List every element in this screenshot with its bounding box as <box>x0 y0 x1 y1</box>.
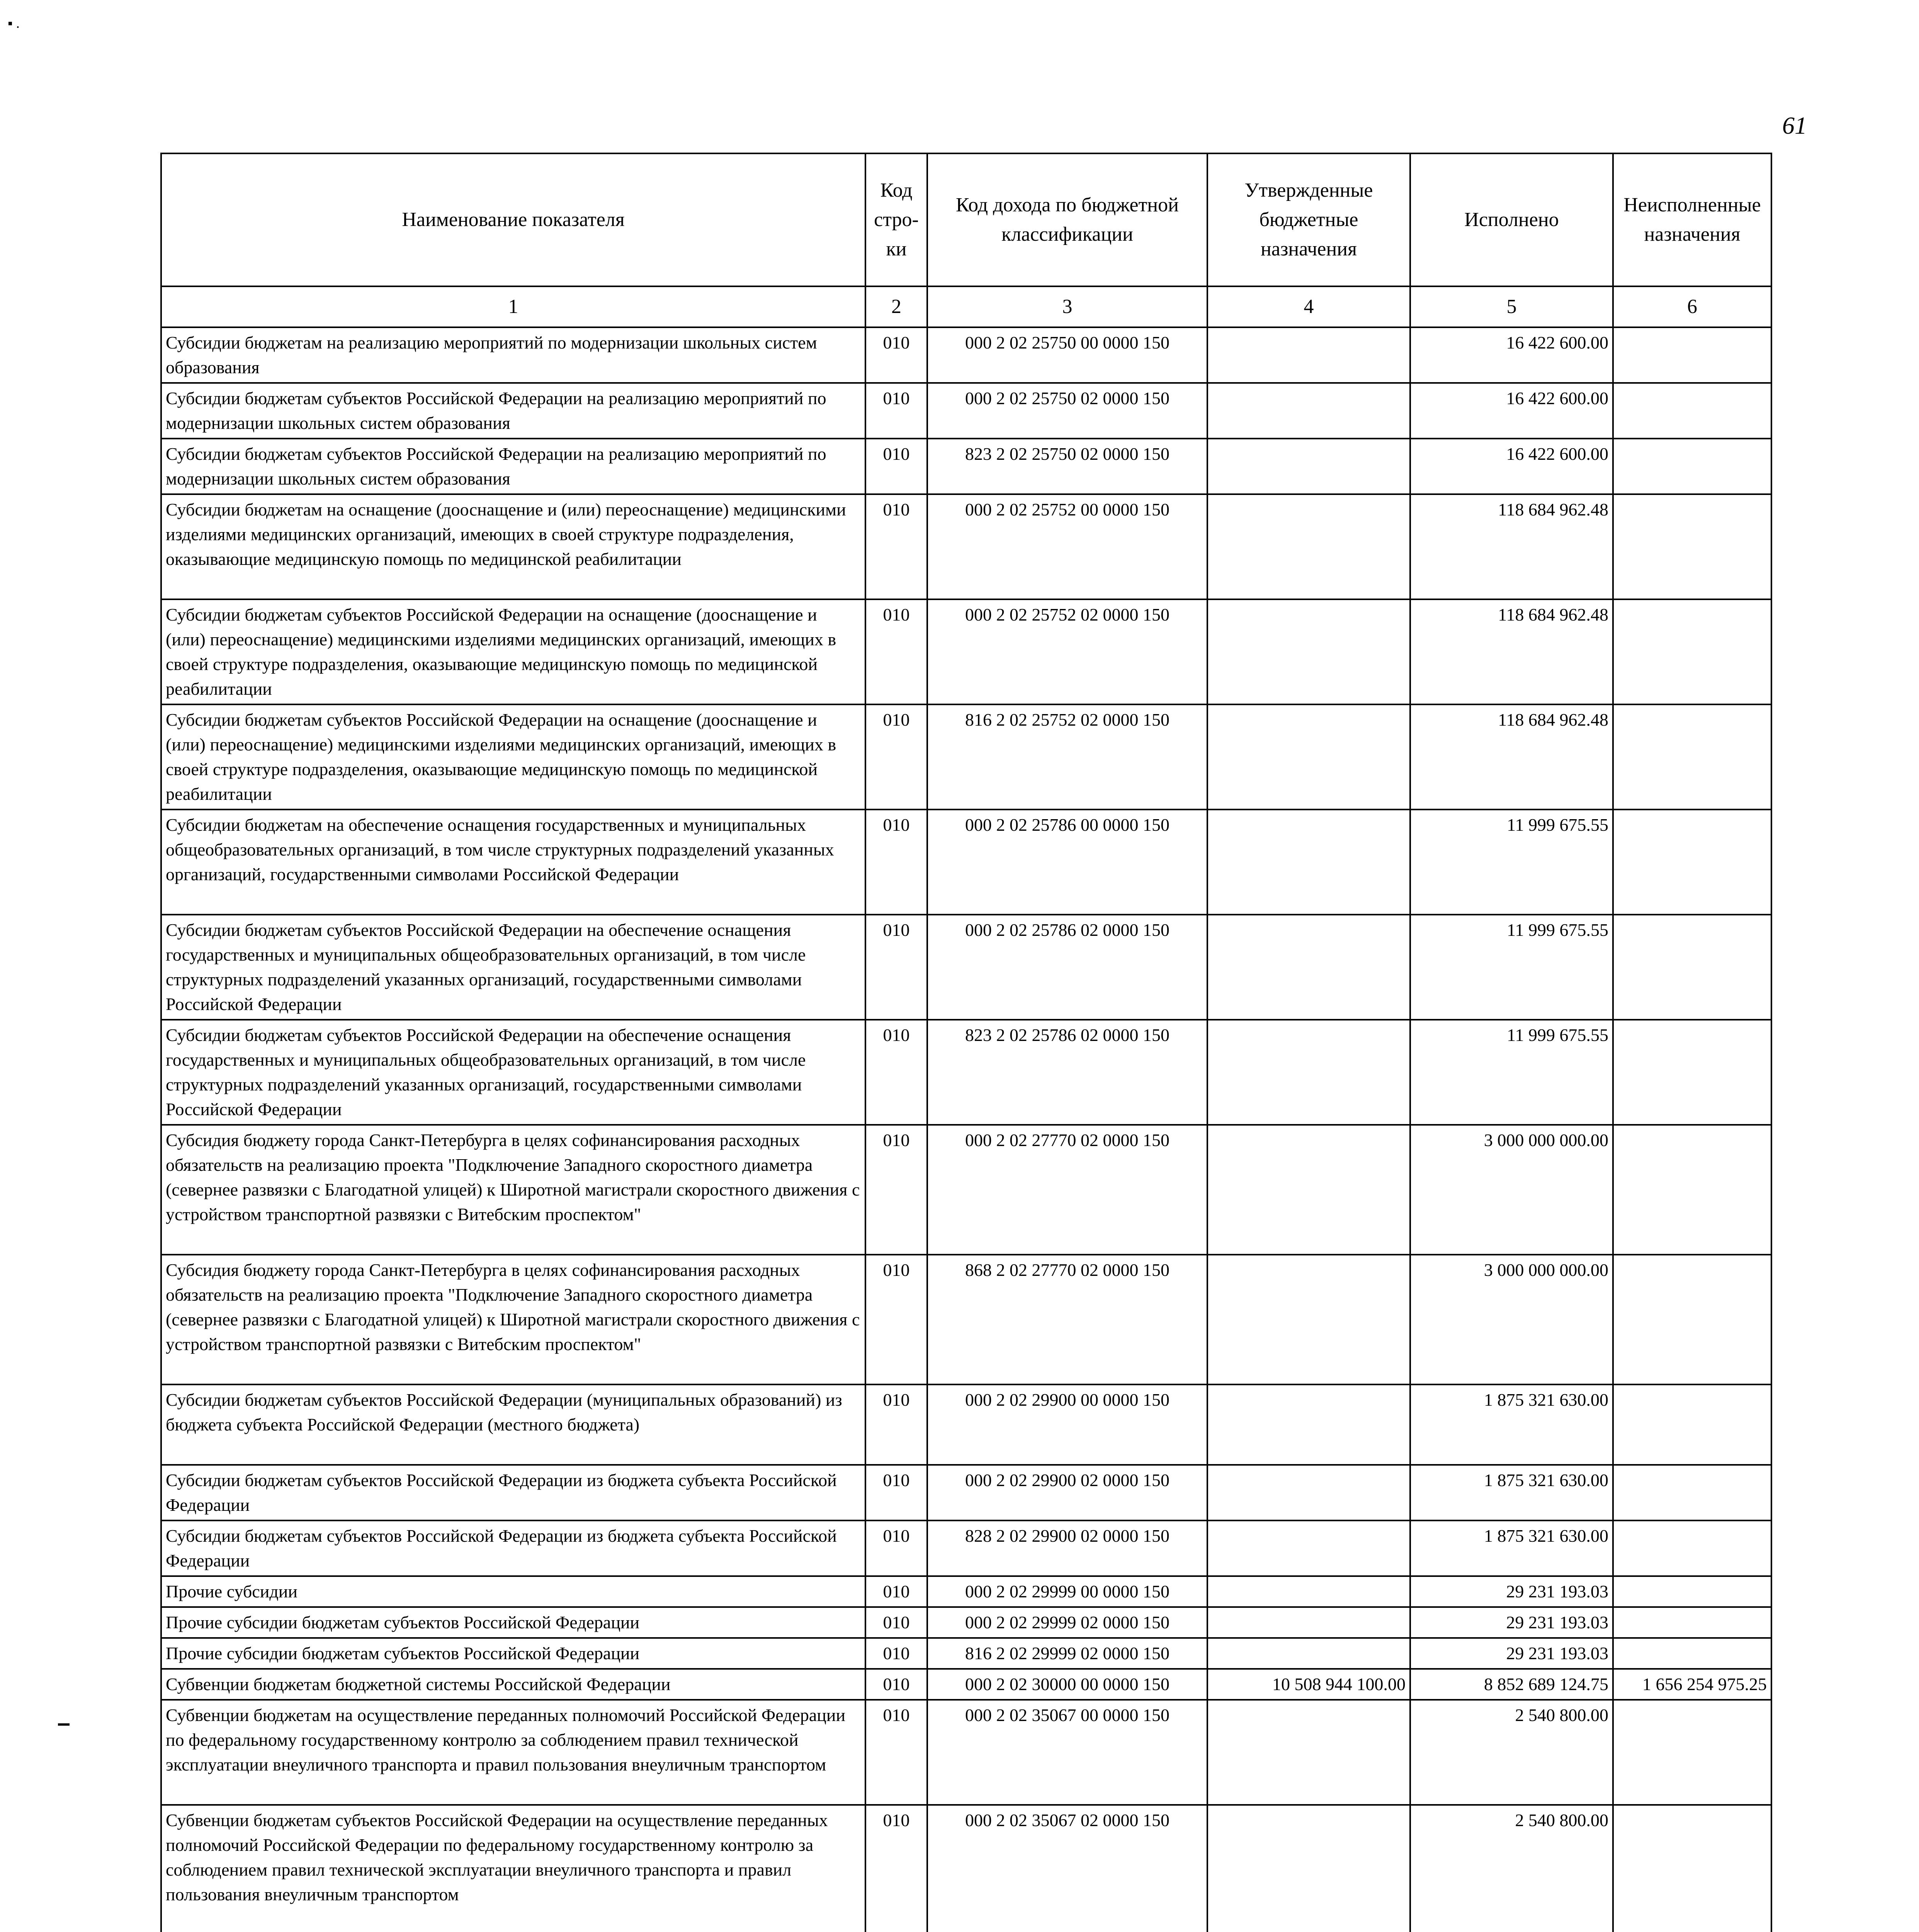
income-code: 000 2 02 25786 02 0000 150 <box>927 915 1207 1020</box>
column-number: 1 <box>161 286 865 327</box>
column-number: 4 <box>1207 286 1410 327</box>
approved-amount <box>1207 1700 1410 1805</box>
table-body <box>161 327 1771 1932</box>
header-executed: Исполнено <box>1410 153 1613 286</box>
indicator-name: Субсидии бюджетам субъектов Российской Федерации на реализацию мероприятий по модернизации школьных систем образования <box>161 439 865 494</box>
line-code: 010 <box>865 810 927 915</box>
unexecuted-amount <box>1613 810 1771 915</box>
table-row <box>161 383 1771 439</box>
approved-amount <box>1207 1638 1410 1669</box>
unexecuted-amount <box>1613 1020 1771 1125</box>
table-row <box>161 1669 1771 1700</box>
header-row <box>161 153 1771 286</box>
unexecuted-amount <box>1613 494 1771 599</box>
column-number: 6 <box>1613 286 1771 327</box>
table-row <box>161 1520 1771 1576</box>
table-row <box>161 1125 1771 1255</box>
header-approved: Утвержденные бюджетные назначения <box>1207 153 1410 286</box>
indicator-name: Субвенции бюджетам на осуществление переданных полномочий Российской Федерации по федеральному государственному контролю за соблюдением правил технической эксплуатации внеуличного транспорта и правил пользования внеуличным транспортом <box>161 1700 865 1805</box>
executed-amount: 2 540 800.00 <box>1410 1700 1613 1805</box>
table-row <box>161 915 1771 1020</box>
line-code: 010 <box>865 1020 927 1125</box>
indicator-name: Субсидия бюджету города Санкт-Петербурга в целях софинансирования расходных обязательств на реализацию проекта "Подключение Западного скоростного диаметра (севернее развязки с Благодатной улицей) к Широтной магистрали скоростного движения с устройством транспортной развязки с Витебским проспектом" <box>161 1255 865 1384</box>
approved-amount <box>1207 494 1410 599</box>
indicator-name: Субсидии бюджетам субъектов Российской Федерации (муниципальных образований) из бюджета субъекта Российской Федерации (местного бюджета) <box>161 1384 865 1465</box>
indicator-name: Прочие субсидии бюджетам субъектов Российской Федерации <box>161 1607 865 1638</box>
table-row <box>161 494 1771 599</box>
income-code: 000 2 02 27770 02 0000 150 <box>927 1125 1207 1255</box>
line-code: 010 <box>865 1465 927 1520</box>
indicator-name: Субсидии бюджетам на реализацию мероприятий по модернизации школьных систем образования <box>161 327 865 383</box>
indicator-name: Субсидии бюджетам субъектов Российской Федерации на оснащение (дооснащение и (или) переоснащение) медицинскими изделиями медицинских организаций, имеющих в своей структуре подразделения, оказывающие медицинскую помощь по медицинской реабилитации <box>161 599 865 704</box>
line-code: 010 <box>865 1576 927 1607</box>
table-row <box>161 599 1771 704</box>
approved-amount <box>1207 327 1410 383</box>
header-income-code: Код дохода по бюджетной классификации <box>927 153 1207 286</box>
table-row <box>161 704 1771 810</box>
executed-amount: 3 000 000 000.00 <box>1410 1255 1613 1384</box>
table-row <box>161 1384 1771 1465</box>
executed-amount: 16 422 600.00 <box>1410 327 1613 383</box>
indicator-name: Субсидии бюджетам на оснащение (дооснащение и (или) переоснащение) медицинскими изделиями медицинских организаций, имеющих в своей структуре подразделения, оказывающие медицинскую помощь по медицинской реабилитации <box>161 494 865 599</box>
unexecuted-amount <box>1613 1520 1771 1576</box>
income-code: 816 2 02 29999 02 0000 150 <box>927 1638 1207 1669</box>
executed-amount: 29 231 193.03 <box>1410 1607 1613 1638</box>
indicator-name: Субсидии бюджетам субъектов Российской Федерации на реализацию мероприятий по модернизации школьных систем образования <box>161 383 865 439</box>
indicator-name: Прочие субсидии <box>161 1576 865 1607</box>
column-number: 3 <box>927 286 1207 327</box>
unexecuted-amount <box>1613 1576 1771 1607</box>
indicator-name: Субсидии бюджетам субъектов Российской Федерации на обеспечение оснащения государственных и муниципальных общеобразовательных организаций, в том числе структурных подразделений указанных организаций, государственными символами Российской Федерации <box>161 1020 865 1125</box>
page-number: 61 <box>1782 112 1807 139</box>
income-code: 823 2 02 25786 02 0000 150 <box>927 1020 1207 1125</box>
income-code: 000 2 02 30000 00 0000 150 <box>927 1669 1207 1700</box>
unexecuted-amount <box>1613 1805 1771 1932</box>
income-code: 000 2 02 35067 00 0000 150 <box>927 1700 1207 1805</box>
indicator-name: Прочие субсидии бюджетам субъектов Российской Федерации <box>161 1638 865 1669</box>
line-code: 010 <box>865 915 927 1020</box>
indicator-name: Субвенции бюджетам бюджетной системы Российской Федерации <box>161 1669 865 1700</box>
unexecuted-amount <box>1613 1465 1771 1520</box>
unexecuted-amount <box>1613 1125 1771 1255</box>
income-code: 000 2 02 25786 00 0000 150 <box>927 810 1207 915</box>
approved-amount <box>1207 810 1410 915</box>
header-indicator-name: Наименование показателя <box>161 153 865 286</box>
unexecuted-amount <box>1613 383 1771 439</box>
executed-amount: 16 422 600.00 <box>1410 439 1613 494</box>
unexecuted-amount <box>1613 327 1771 383</box>
executed-amount: 29 231 193.03 <box>1410 1638 1613 1669</box>
executed-amount: 118 684 962.48 <box>1410 704 1613 810</box>
line-code: 010 <box>865 1255 927 1384</box>
unexecuted-amount <box>1613 915 1771 1020</box>
line-code: 010 <box>865 1700 927 1805</box>
income-code: 000 2 02 29999 02 0000 150 <box>927 1607 1207 1638</box>
approved-amount <box>1207 1384 1410 1465</box>
table-row <box>161 327 1771 383</box>
income-code: 000 2 02 29900 00 0000 150 <box>927 1384 1207 1465</box>
line-code: 010 <box>865 1520 927 1576</box>
income-code: 816 2 02 25752 02 0000 150 <box>927 704 1207 810</box>
table-row <box>161 1576 1771 1607</box>
line-code: 010 <box>865 704 927 810</box>
line-code: 010 <box>865 1607 927 1638</box>
unexecuted-amount <box>1613 439 1771 494</box>
indicator-name: Субсидии бюджетам субъектов Российской Федерации из бюджета субъекта Российской Федерации <box>161 1520 865 1576</box>
executed-amount: 1 875 321 630.00 <box>1410 1520 1613 1576</box>
executed-amount: 2 540 800.00 <box>1410 1805 1613 1932</box>
executed-amount: 11 999 675.55 <box>1410 1020 1613 1125</box>
table-row <box>161 810 1771 915</box>
unexecuted-amount <box>1613 599 1771 704</box>
table-row <box>161 1607 1771 1638</box>
approved-amount <box>1207 599 1410 704</box>
unexecuted-amount <box>1613 1255 1771 1384</box>
unexecuted-amount <box>1613 1384 1771 1465</box>
income-code: 000 2 02 25752 00 0000 150 <box>927 494 1207 599</box>
scan-artifact: ▪ . <box>8 15 20 31</box>
income-code: 868 2 02 27770 02 0000 150 <box>927 1255 1207 1384</box>
approved-amount <box>1207 1465 1410 1520</box>
indicator-name: Субсидия бюджету города Санкт-Петербурга в целях софинансирования расходных обязательств на реализацию проекта "Подключение Западного скоростного диаметра (севернее развязки с Благодатной улицей) к Широтной магистрали скоростного движения с устройством транспортной развязки с Витебским проспектом" <box>161 1125 865 1255</box>
executed-amount: 1 875 321 630.00 <box>1410 1465 1613 1520</box>
table-row <box>161 1638 1771 1669</box>
table-row <box>161 1020 1771 1125</box>
income-code: 823 2 02 25750 02 0000 150 <box>927 439 1207 494</box>
line-code: 010 <box>865 1125 927 1255</box>
executed-amount: 11 999 675.55 <box>1410 915 1613 1020</box>
table-row <box>161 1255 1771 1384</box>
column-number: 5 <box>1410 286 1613 327</box>
income-code: 000 2 02 35067 02 0000 150 <box>927 1805 1207 1932</box>
executed-amount: 8 852 689 124.75 <box>1410 1669 1613 1700</box>
unexecuted-amount <box>1613 1607 1771 1638</box>
line-code: 010 <box>865 1384 927 1465</box>
budget-report-table <box>160 153 1772 1932</box>
approved-amount <box>1207 1020 1410 1125</box>
unexecuted-amount <box>1613 704 1771 810</box>
line-code: 010 <box>865 1805 927 1932</box>
indicator-name: Субвенции бюджетам субъектов Российской Федерации на осуществление переданных полномочий Российской Федерации по федеральному государственному контролю за соблюдением правил технической эксплуатации внеуличного транспорта и правил пользования внеуличным транспортом <box>161 1805 865 1932</box>
unexecuted-amount: 1 656 254 975.25 <box>1613 1669 1771 1700</box>
approved-amount <box>1207 1576 1410 1607</box>
indicator-name: Субсидии бюджетам субъектов Российской Федерации на обеспечение оснащения государственных и муниципальных общеобразовательных организаций, в том числе структурных подразделений указанных организаций, государственными символами Российской Федерации <box>161 915 865 1020</box>
indicator-name: Субсидии бюджетам субъектов Российской Федерации из бюджета субъекта Российской Федерации <box>161 1465 865 1520</box>
executed-amount: 118 684 962.48 <box>1410 494 1613 599</box>
line-code: 010 <box>865 1638 927 1669</box>
table-row <box>161 1465 1771 1520</box>
unexecuted-amount <box>1613 1700 1771 1805</box>
income-code: 000 2 02 25750 00 0000 150 <box>927 327 1207 383</box>
income-code: 828 2 02 29900 02 0000 150 <box>927 1520 1207 1576</box>
executed-amount: 16 422 600.00 <box>1410 383 1613 439</box>
scan-artifact <box>58 1723 70 1726</box>
header-unexecuted: Неисполненные назначения <box>1613 153 1771 286</box>
executed-amount: 11 999 675.55 <box>1410 810 1613 915</box>
approved-amount <box>1207 1607 1410 1638</box>
approved-amount <box>1207 1805 1410 1932</box>
approved-amount <box>1207 439 1410 494</box>
approved-amount <box>1207 704 1410 810</box>
approved-amount: 10 508 944 100.00 <box>1207 1669 1410 1700</box>
line-code: 010 <box>865 599 927 704</box>
indicator-name: Субсидии бюджетам субъектов Российской Федерации на оснащение (дооснащение и (или) переоснащение) медицинскими изделиями медицинских организаций, имеющих в своей структуре подразделения, оказывающие медицинскую помощь по медицинской реабилитации <box>161 704 865 810</box>
income-code: 000 2 02 25750 02 0000 150 <box>927 383 1207 439</box>
line-code: 010 <box>865 1669 927 1700</box>
table-row <box>161 1700 1771 1805</box>
executed-amount: 3 000 000 000.00 <box>1410 1125 1613 1255</box>
income-code: 000 2 02 29900 02 0000 150 <box>927 1465 1207 1520</box>
line-code: 010 <box>865 383 927 439</box>
header-line-code: Код стро-ки <box>865 153 927 286</box>
executed-amount: 29 231 193.03 <box>1410 1576 1613 1607</box>
line-code: 010 <box>865 439 927 494</box>
approved-amount <box>1207 1520 1410 1576</box>
indicator-name: Субсидии бюджетам на обеспечение оснащения государственных и муниципальных общеобразовательных организаций, в том числе структурных подразделений указанных организаций, государственными символами Российской Федерации <box>161 810 865 915</box>
income-code: 000 2 02 25752 02 0000 150 <box>927 599 1207 704</box>
line-code: 010 <box>865 327 927 383</box>
approved-amount <box>1207 1255 1410 1384</box>
approved-amount <box>1207 1125 1410 1255</box>
approved-amount <box>1207 915 1410 1020</box>
unexecuted-amount <box>1613 1638 1771 1669</box>
table-row <box>161 439 1771 494</box>
executed-amount: 1 875 321 630.00 <box>1410 1384 1613 1465</box>
line-code: 010 <box>865 494 927 599</box>
income-code: 000 2 02 29999 00 0000 150 <box>927 1576 1207 1607</box>
executed-amount: 118 684 962.48 <box>1410 599 1613 704</box>
column-number-row <box>161 286 1771 327</box>
approved-amount <box>1207 383 1410 439</box>
table-row <box>161 1805 1771 1932</box>
column-number: 2 <box>865 286 927 327</box>
